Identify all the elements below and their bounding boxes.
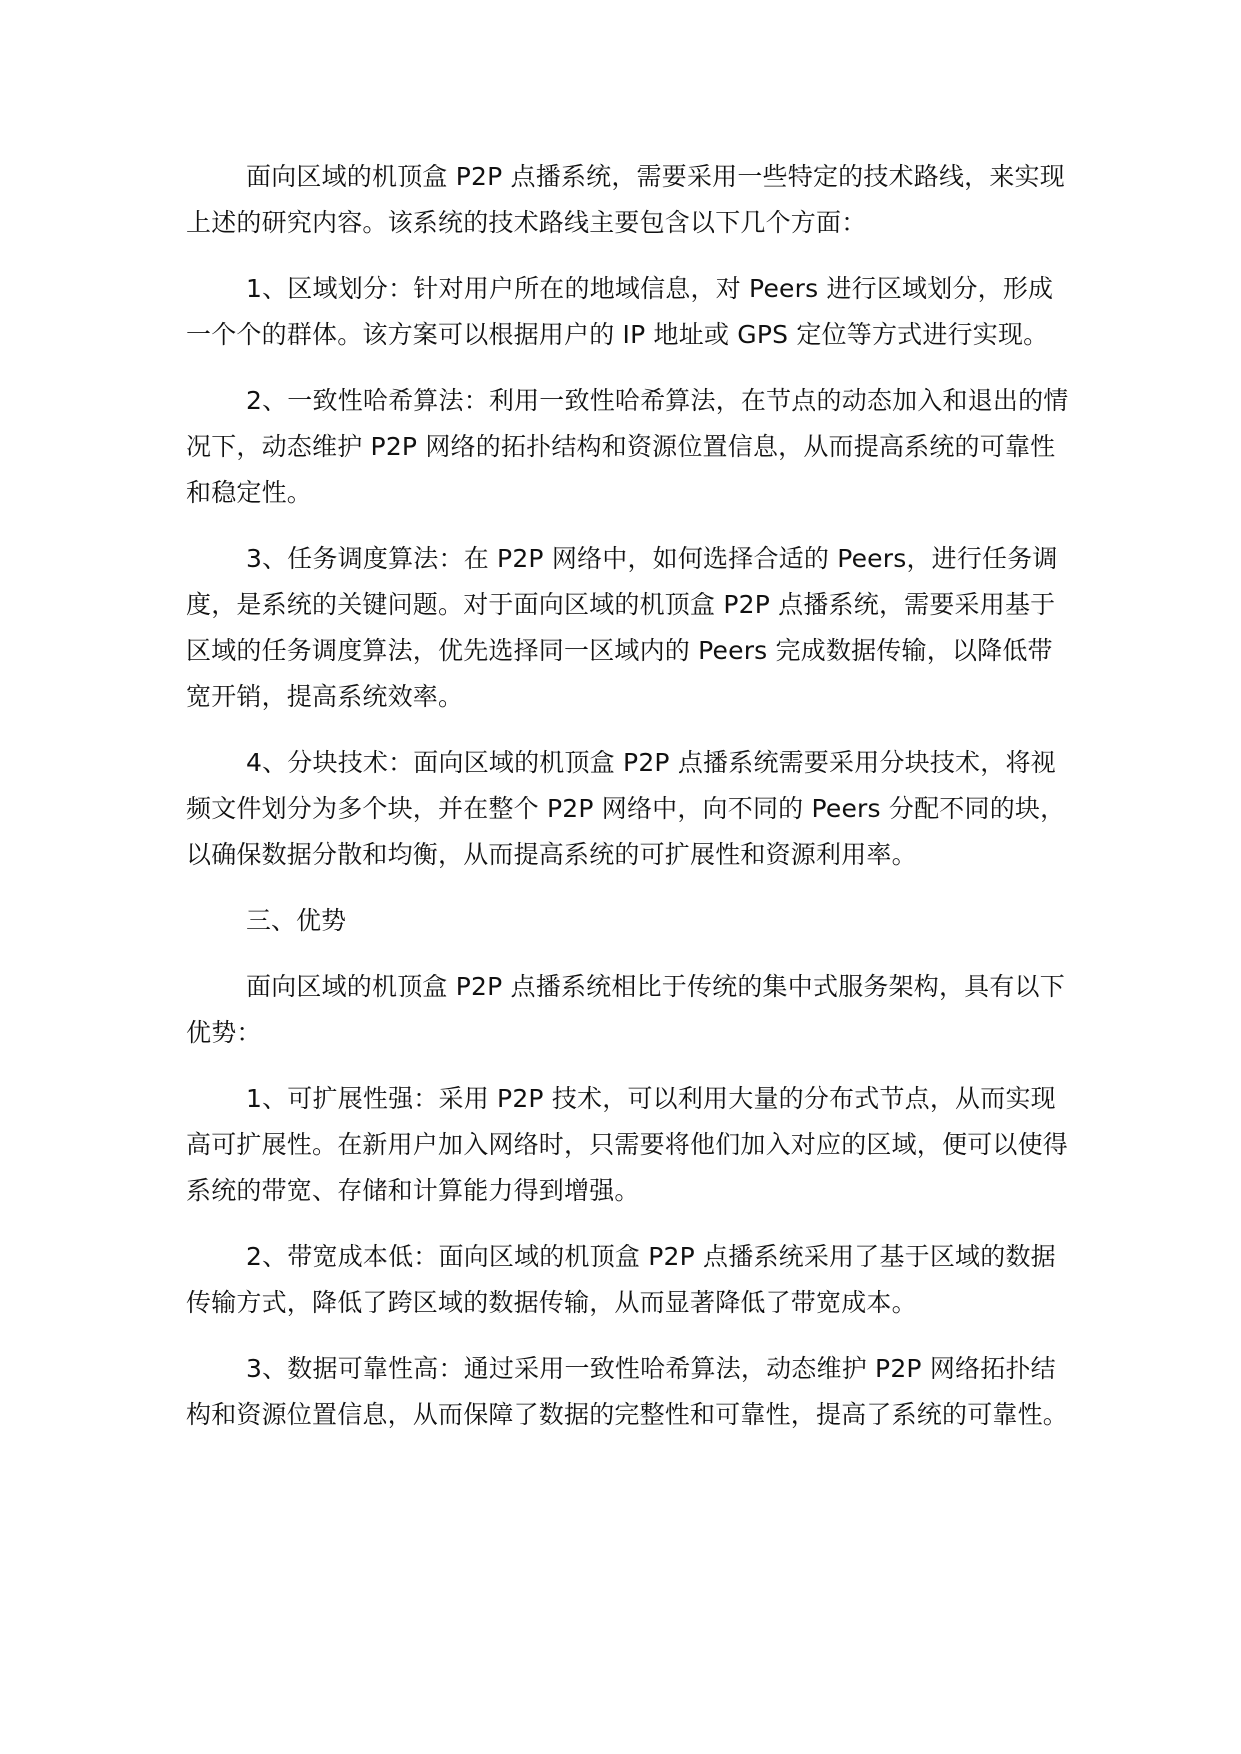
- paragraph-bandwidth-cost: 2、带宽成本低：面向区域的机顶盒 P2P 点播系统采用了基于区域的数据传输方式，降低了跨区域的数据传输，从而显著降低了带宽成本。: [186, 1242, 1056, 1317]
- section-heading-advantages: 三、优势: [246, 906, 347, 935]
- paragraph-intro: 面向区域的机顶盒 P2P 点播系统，需要采用一些特定的技术路线，来实现上述的研究内容。该系统的技术路线主要包含以下几个方面：: [186, 162, 1065, 237]
- paragraph-task-scheduling: 3、任务调度算法：在 P2P 网络中，如何选择合适的 Peers，进行任务调度，是系统的关键问题。对于面向区域的机顶盒 P2P 点播系统，需要采用基于区域的任务调度算法，优先选择同一区域内的 Peers 完成数据传输，以降低带宽开销，提高系统效率。: [186, 544, 1058, 711]
- paragraph-chunking: 4、分块技术：面向区域的机顶盒 P2P 点播系统需要采用分块技术，将视频文件划分为多个块，并在整个 P2P 网络中，向不同的 Peers 分配不同的块，以确保数据分散和均衡，从而提高系统的可扩展性和资源利用率。: [186, 748, 1066, 869]
- paragraph-region-division: 1、区域划分：针对用户所在的地域信息，对 Peers 进行区域划分，形成一个个的群体。该方案可以根据用户的 IP 地址或 GPS 定位等方式进行实现。: [186, 274, 1054, 349]
- paragraph-advantages-intro: 面向区域的机顶盒 P2P 点播系统相比于传统的集中式服务架构，具有以下优势：: [186, 972, 1065, 1047]
- document-page: [186, 154, 1076, 1458]
- paragraph-scalability: 1、可扩展性强：采用 P2P 技术，可以利用大量的分布式节点，从而实现高可扩展性。在新用户加入网络时，只需要将他们加入对应的区域，便可以使得系统的带宽、存储和计算能力得到增强。: [186, 1084, 1069, 1205]
- paragraph-consistent-hashing: 2、一致性哈希算法：利用一致性哈希算法，在节点的动态加入和退出的情况下，动态维护 P2P 网络的拓扑结构和资源位置信息，从而提高系统的可靠性和稳定性。: [186, 386, 1069, 507]
- paragraph-reliability: 3、数据可靠性高：通过采用一致性哈希算法，动态维护 P2P 网络拓扑结构和资源位置信息，从而保障了数据的完整性和可靠性，提高了系统的可靠性。: [186, 1354, 1069, 1429]
